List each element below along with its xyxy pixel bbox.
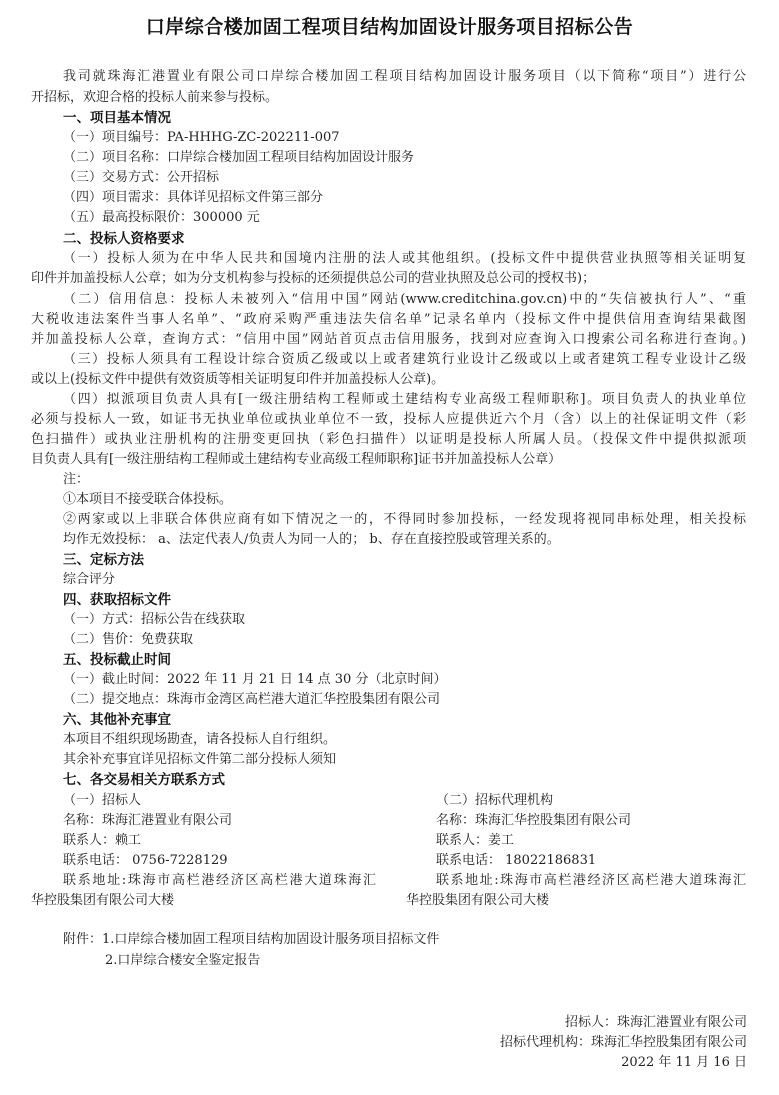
section-heading-1: 一、项目基本情况 [63,110,171,126]
agency-address-line-1: 联系地址:珠海市高栏港经济区高栏港大道珠海汇 [436,873,746,888]
sec1-item-3: （三）交易方式：公开招标 [63,170,220,185]
sec5-item-1: （一）截止时间：2022 年 11 月 21 日 14 点 30 分（北京时间） [63,672,447,687]
page-title: 口岸综合楼加固工程项目结构加固设计服务项目招标公告 [145,16,634,38]
sec1-item-2: （二）项目名称：口岸综合楼加固工程项目结构加固设计服务 [63,150,415,165]
attachment-2: 2.口岸综合楼安全鉴定报告 [105,953,261,968]
sec2-p4-line-3: 色扫描件）或执业注册机构的注册变更回执（彩色扫描件）以证明是投标人所属人员。（投保文件中提供拟派项 [31,432,746,447]
note-label: 注： [63,472,90,487]
note-1: ①本项目不接受联合体投标。 [63,492,233,507]
signature-date: 2022 年 11 月 16 日 [621,1055,747,1070]
section-heading-5: 五、投标截止时间 [63,652,171,668]
section-heading-7: 七、各交易相关方联系方式 [63,772,225,788]
agency-name: 名称：珠海汇华控股集团有限公司 [436,813,632,828]
note-2-line-1: ②两家或以上非联合体供应商有如下情况之一的，不得同时参加投标，一经发现将视同串标处理，相关投标 [63,512,746,527]
sec1-item-1: （一）项目编号：PA-HHHG-ZC-202211-007 [63,130,340,145]
sec2-p3-line-2: 或以上(投标文件中提供有效资质等相关证明复印件并加盖投标人公章)。 [31,372,445,387]
tenderer-address-line-1: 联系地址:珠海市高栏港经济区高栏港大道珠海汇 [63,873,376,888]
section-heading-4: 四、获取招标文件 [63,592,171,608]
tenderer-name: 名称：珠海汇港置业有限公司 [63,813,233,828]
note-2-line-2: 均作无效投标： a、法定代表人/负责人为同一人的； b、存在直接控股或管理关系的。 [63,532,560,547]
sec2-p4-line-4: 目负责人具有[一级注册结构工程师或土建结构专业高级工程师职称]证书并加盖投标人公章） [31,452,562,467]
sec4-item-1: （一）方式：招标公告在线获取 [63,612,246,627]
sec6-item-1: 本项目不组织现场勘查，请各投标人自行组织。 [63,732,337,747]
tenderer-label: （一）招标人 [63,793,142,808]
tenderer-phone: 联系电话： 0756-7228129 [63,853,228,868]
agency-contact: 联系人：姜工 [436,833,515,848]
signature-agency: 招标代理机构：珠海汇华控股集团有限公司 [499,1035,747,1050]
sec2-p4-line-2: 必须与投标人一致，如证书无执业单位或执业单位不一致，投标人应提供近六个月（含）以上的社保证明文件（彩 [31,412,746,427]
sec4-item-2: （二）售价：免费获取 [63,632,194,647]
section-heading-3: 三、定标方法 [63,552,144,568]
attachment-1: 附件：1.口岸综合楼加固工程项目结构加固设计服务项目招标文件 [63,932,440,947]
tenderer-contact: 联系人：赖工 [63,833,142,848]
section-heading-6: 六、其他补充事宜 [63,712,171,728]
sec2-p2-line-3: 并加盖投标人公章，查询方式：“信用中国”网站首页点击信用服务，找到对应查询入口搜索公司名称进行查询。) [31,332,746,347]
sec3-text: 综合评分 [63,572,116,587]
agency-address-line-2: 华控股集团有限公司大楼 [406,893,550,908]
sec2-p3-line-1: （三）投标人须具有工程设计综合资质乙级或以上或者建筑行业设计乙级或以上或者建筑工程专业设计乙级 [63,352,746,367]
sec5-item-2: （二）提交地点：珠海市金湾区高栏港大道汇华控股集团有限公司 [63,692,441,707]
sec2-p1-line-1: （一）投标人须为在中华人民共和国境内注册的法人或其他组织。(投标文件中提供营业执照等相关证明复 [63,251,746,266]
sec6-item-2: 其余补充事宜详见招标文件第二部分投标人须知 [63,752,337,767]
sec2-p1-line-2: 印件并加盖投标人公章；如为分支机构参与投标的还须提供总公司的营业执照及总公司的授权书)； [31,271,596,286]
tenderer-address-line-2: 华控股集团有限公司大楼 [31,893,175,908]
sec2-p2-line-1: （二）信用信息：投标人未被列入“信用中国”网站(www.creditchina.gov.cn)中的“失信被执行人”、“重 [63,292,746,307]
intro-line-2: 开招标，欢迎合格的投标人前来参与投标。 [31,90,279,105]
section-heading-2: 二、投标人资格要求 [63,231,185,247]
signature-tenderer: 招标人：珠海汇港置业有限公司 [564,1015,747,1030]
agency-label: （二）招标代理机构 [436,793,554,808]
sec2-p2-line-2: 大税收违法案件当事人名单”、“政府采购严重违法失信名单”记录名单内（投标文件中提供信用查询结果截图 [31,312,746,327]
intro-line-1: 我司就珠海汇港置业有限公司口岸综合楼加固工程项目结构加固设计服务项目（以下简称“项目”）进行公 [63,69,746,84]
sec2-p4-line-1: （四）拟派项目负责人具有[一级注册结构工程师或土建结构专业高级工程师职称]。项目负责人的执业单位 [63,392,746,407]
sec1-item-5: （五）最高投标限价：300000 元 [63,210,260,225]
sec1-item-4: （四）项目需求：具体详见招标文件第三部分 [63,190,324,205]
agency-phone: 联系电话： 18022186831 [436,853,597,868]
